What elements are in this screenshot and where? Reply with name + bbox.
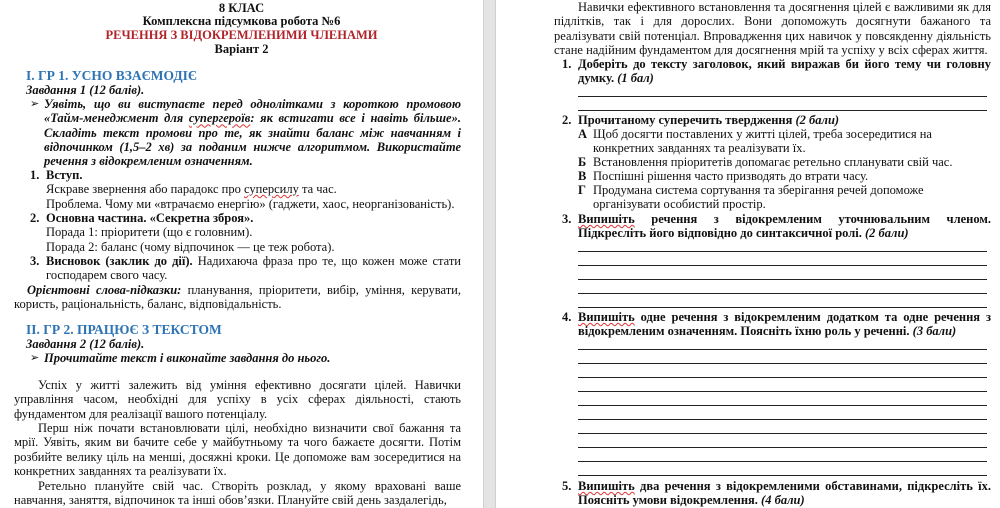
question-5 bbox=[578, 479, 991, 508]
question-number: 4. bbox=[562, 310, 572, 324]
spelling-error-word[interactable]: Випишіть bbox=[578, 310, 635, 324]
answer-line[interactable] bbox=[578, 307, 987, 308]
question-points: (3 бали) bbox=[912, 324, 957, 339]
answer-line[interactable] bbox=[578, 363, 987, 364]
answer-line[interactable] bbox=[578, 377, 987, 378]
question-3 bbox=[578, 212, 991, 241]
left-page bbox=[0, 0, 483, 508]
section2-instruction: Прочитайте текст і виконайте завдання до нього. bbox=[44, 351, 331, 365]
question-points: (2 бали) bbox=[865, 226, 909, 241]
text-paragraph: Ретельно плануйте свій час. Створіть розклад, у якому враховані ваше навчання, заняття, відпочинок та інші обов’язки. Плануйте свій день заздалегідь, bbox=[14, 479, 461, 508]
step-number: 1. bbox=[30, 168, 40, 182]
question-4 bbox=[578, 310, 991, 339]
text-paragraph: Успіх у житті залежить від уміння ефективно досягати цілей. Навички управління часом, необхідні для успіху в усіх сферах діяльності, стають фундаментом для реалізації вашого потенціалу. bbox=[14, 378, 461, 421]
step-text: Надихаюча фраза про те, що кожен може стати господарем свого часу. bbox=[46, 254, 461, 283]
answer-line[interactable] bbox=[578, 265, 987, 266]
spelling-error-word[interactable]: супергероїв bbox=[188, 111, 251, 126]
question-text: Прочитаному суперечить твердження bbox=[578, 113, 793, 127]
answer-line[interactable] bbox=[578, 447, 987, 448]
hints bbox=[14, 283, 461, 312]
option-text[interactable]: Продумана система сортування та зберігання речей допоможе організувати особистий простір. bbox=[593, 183, 924, 212]
answer-line[interactable] bbox=[578, 475, 987, 476]
question-text: два речення з відокремленими обставинами, підкресліть їх. Поясніть умови відокремлення. bbox=[578, 479, 991, 508]
question-text: речення з відокремленим уточнювальним членом. Підкресліть його відповідно до синтаксичної ролі. bbox=[578, 212, 991, 241]
step-line bbox=[46, 182, 337, 196]
answer-line[interactable] bbox=[578, 433, 987, 434]
section1-instruction bbox=[44, 97, 461, 168]
text-paragraph: Навички ефективного встановлення та досягнення цілей є важливими як для підлітків, так і для дорослих. Вони допоможуть досягнути бажаного та реалізувати свій потенціал. Впровадження цих навичок у повсякденну діяльність стане надійним фундаментом для досягнення мрій та успіху у всіх сферах життя. bbox=[554, 0, 991, 57]
question-number: 3. bbox=[562, 212, 572, 226]
arrow-bullet-icon: ➢ bbox=[30, 98, 40, 110]
option-letter: В bbox=[578, 169, 587, 183]
answer-line[interactable] bbox=[578, 349, 987, 350]
answer-line[interactable] bbox=[578, 293, 987, 294]
section1-heading: І. ГР 1. УСНО ВЗАЄМОДІЄ bbox=[26, 68, 198, 83]
step-line: Порада 1: пріоритети (що є головним). bbox=[46, 225, 253, 239]
topic-title: РЕЧЕННЯ З ВІДОКРЕМЛЕНИМИ ЧЛЕНАМИ bbox=[105, 28, 378, 42]
question-points: (4 бали) bbox=[761, 493, 805, 508]
question-number: 5. bbox=[562, 479, 572, 493]
option-text[interactable]: Встановлення пріоритетів допомагає ретельно спланувати свій час. bbox=[593, 155, 953, 169]
step-title: Висновок (заклик до дії). bbox=[46, 254, 193, 268]
step-line: Проблема. Чому ми «втрачаємо енергію» (гаджети, хаос, неорганізованість). bbox=[46, 197, 455, 211]
answer-line[interactable] bbox=[578, 279, 987, 280]
step-number: 3. bbox=[30, 254, 40, 268]
section2-heading: ІІ. ГР 2. ПРАЦЮЄ З ТЕКСТОМ bbox=[26, 322, 222, 337]
answer-line[interactable] bbox=[578, 110, 987, 111]
spelling-error-word[interactable]: суперсилу bbox=[244, 182, 299, 196]
step-text: та час. bbox=[298, 182, 337, 196]
step-conclusion bbox=[46, 254, 461, 283]
spelling-error-word[interactable]: Випишіть bbox=[578, 212, 635, 226]
step-line: Порада 2: баланс (чому відпочинок — це теж робота). bbox=[46, 240, 335, 254]
step-number: 2. bbox=[30, 211, 40, 225]
arrow-bullet-icon: ➢ bbox=[30, 352, 40, 364]
step-title: Вступ. bbox=[46, 168, 83, 182]
spelling-error-word[interactable]: Випишіть bbox=[578, 479, 635, 493]
question-number: 2. bbox=[562, 113, 572, 127]
hints-text: планування, пріоритети, вибір, уміння, керувати, користь, раціональність, баланс, відповідальність. bbox=[14, 283, 461, 312]
hints-label: Орієнтовні слова-підказки: bbox=[27, 283, 182, 297]
section2-task: Завдання 2 (12 балів). bbox=[26, 337, 145, 351]
answer-line[interactable] bbox=[578, 391, 987, 392]
variant-label: Варіант 2 bbox=[214, 42, 269, 56]
question-points: (1 бал) bbox=[617, 71, 654, 86]
question-2 bbox=[578, 113, 839, 127]
work-title: Комплексна підсумкова робота №6 bbox=[142, 14, 341, 28]
question-points: (2 бали) bbox=[795, 113, 840, 127]
option-text[interactable]: Щоб досягти поставлених у житті цілей, треба зосередитися на конкретних завданнях та реалізувати їх. bbox=[593, 127, 932, 156]
question-text: одне речення з відокремленим додатком та одне речення з відокремленим означенням. Поясніть їхню роль у реченні. bbox=[578, 310, 991, 339]
answer-line[interactable] bbox=[578, 405, 987, 406]
question-number: 1. bbox=[562, 57, 572, 71]
grade-heading: 8 КЛАС bbox=[218, 1, 265, 15]
answer-line[interactable] bbox=[578, 251, 987, 252]
step-text: Яскраве звернення або парадокс про bbox=[46, 182, 244, 196]
section1-task: Завдання 1 (12 балів). bbox=[26, 83, 145, 97]
right-page bbox=[496, 0, 1000, 508]
answer-line[interactable] bbox=[578, 461, 987, 462]
option-letter: Б bbox=[578, 155, 587, 169]
option-text[interactable]: Поспішні рішення часто призводять до втрати часу. bbox=[593, 169, 869, 183]
option-letter: Г bbox=[578, 183, 586, 197]
instruction-part: : як встигати все і навіть більше». Складіть текст промови про те, як знайти баланс між навчанням і відпочинком (1,5–2 хв) за поданим нижче алгоритмом. Використайте речення з відокремленим означенням. bbox=[44, 111, 461, 169]
text-paragraph: Перш ніж почати встановлювати цілі, необхідно визначити свої бажання та мрії. Уявіть, яким ви бачите себе у майбутньому та чого бажаєте досягти. Потім розбийте велику ціль на менші, досяжні кроки. Це допоможе вам зосередитися на конкретних завданнях та реалізувати їх. bbox=[14, 421, 461, 478]
question-1 bbox=[578, 57, 991, 86]
step-title: Основна частина. «Секретна зброя». bbox=[46, 211, 254, 225]
answer-line[interactable] bbox=[578, 96, 987, 97]
question-text: Доберіть до тексту заголовок, який виражав би його тему чи головну думку. bbox=[578, 57, 991, 86]
answer-line[interactable] bbox=[578, 419, 987, 420]
instruction-part: Уявіть, що ви виступаєте перед однолітками з короткою промовою «Тайм-менеджмент для bbox=[44, 97, 461, 126]
option-letter: А bbox=[578, 127, 588, 141]
page-gap bbox=[483, 0, 496, 508]
